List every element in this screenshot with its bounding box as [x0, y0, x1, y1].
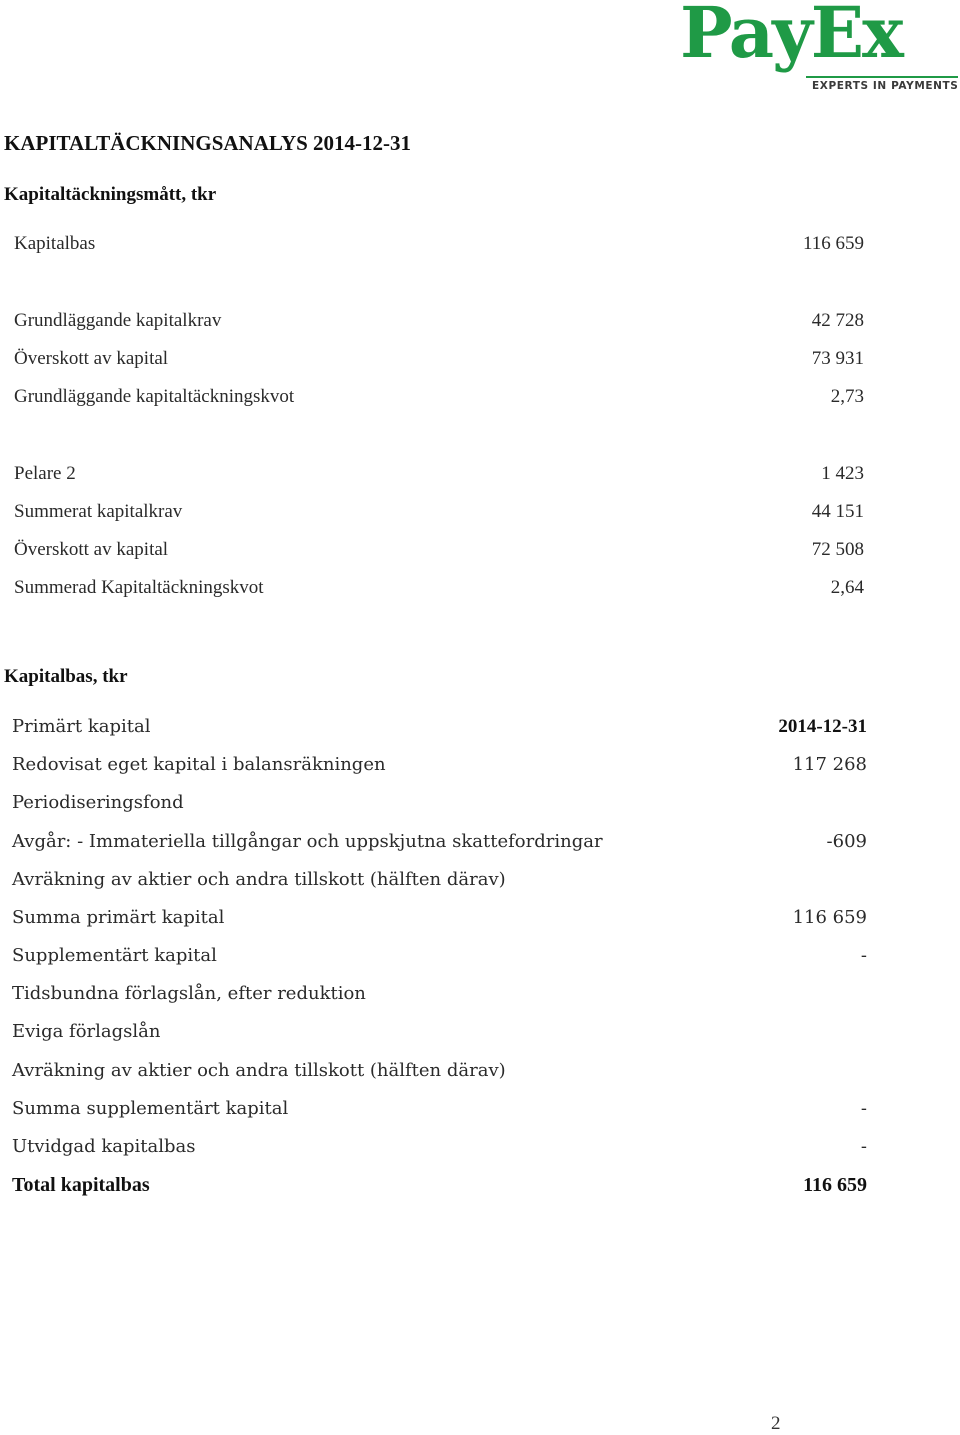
measure-label: Summerat kapitalkrav	[14, 501, 183, 522]
capital-row	[12, 983, 867, 1004]
measure-value: 73 931	[811, 348, 864, 369]
capital-row	[12, 1136, 867, 1157]
measure-label: Pelare 2	[14, 463, 76, 484]
document-title: KAPITALTÄCKNINGSANALYS 2014-12-31	[4, 131, 412, 155]
measure-value: 116 659	[802, 233, 864, 254]
capital-row	[12, 1060, 867, 1081]
capital-row-label: Avräkning av aktier och andra tillskott (hälften därav)	[12, 869, 506, 890]
measure-row	[14, 501, 864, 523]
capital-row-label: Tidsbundna förlagslån, efter reduktion	[12, 983, 366, 1004]
capital-row-label: Summa primärt kapital	[12, 907, 225, 928]
measure-value: 42 728	[811, 310, 864, 331]
measure-value: 2,73	[830, 386, 864, 407]
capital-base-date: 2014-12-31	[778, 716, 867, 737]
capital-row-label: Redovisat eget kapital i balansräkningen	[12, 754, 386, 775]
capital-row	[12, 831, 867, 852]
measure-label: Grundläggande kapitaltäckningskvot	[14, 386, 295, 407]
page-number: 2	[771, 1413, 781, 1434]
capital-row-label: Utvidgad kapitalbas	[12, 1136, 196, 1157]
capital-row-value: 117 268	[792, 754, 867, 775]
measure-label: Kapitalbas	[14, 233, 96, 254]
capital-row	[12, 869, 867, 890]
capital-row	[12, 1098, 867, 1119]
capital-row-value: -609	[826, 831, 867, 852]
capital-row-label: Summa supplementärt kapital	[12, 1098, 289, 1119]
measure-row	[14, 386, 864, 408]
capital-row-label: Avräkning av aktier och andra tillskott (hälften därav)	[12, 1060, 506, 1081]
capital-row	[12, 754, 867, 775]
capital-row-label: Avgår: - Immateriella tillgångar och uppskjutna skattefordringar	[12, 831, 603, 852]
section-heading-capital-base: Kapitalbas, tkr	[4, 666, 128, 687]
measure-value: 1 423	[821, 463, 864, 484]
capital-row	[12, 792, 867, 813]
capital-row-value: -	[860, 945, 867, 966]
capital-row	[12, 945, 867, 966]
capital-row-label: Eviga förlagslån	[12, 1021, 161, 1042]
section-heading-measures: Kapitaltäckningsmått, tkr	[4, 184, 217, 205]
measure-value: 72 508	[811, 539, 864, 560]
measure-row	[14, 463, 864, 485]
measure-row	[14, 348, 864, 370]
capital-row-total	[12, 1174, 867, 1197]
capital-row-value: -	[860, 1136, 867, 1157]
measure-label: Överskott av kapital	[14, 539, 169, 560]
measure-value: 44 151	[811, 501, 864, 522]
capital-row	[12, 907, 867, 928]
measure-row	[14, 539, 864, 561]
capital-row	[12, 1021, 867, 1042]
measure-label: Summerad Kapitaltäckningskvot	[14, 577, 264, 598]
measure-value: 2,64	[830, 577, 864, 598]
capital-row-value: -	[860, 1098, 867, 1119]
capital-base-header-row	[12, 716, 867, 738]
capital-row-label: Total kapitalbas	[12, 1174, 150, 1196]
capital-row-label: Supplementärt kapital	[12, 945, 217, 966]
capital-row-label: Periodiseringsfond	[12, 792, 184, 813]
logo-underline	[806, 76, 958, 78]
payex-logo	[678, 0, 960, 96]
measure-label: Överskott av kapital	[14, 348, 169, 369]
capital-row-value: 116 659	[803, 1174, 867, 1196]
measure-row	[14, 310, 864, 332]
logo-wordmark: PayEx	[680, 0, 902, 74]
capital-row-value: 116 659	[792, 907, 867, 928]
measure-row	[14, 577, 864, 599]
measure-row-kapitalbas	[14, 233, 864, 255]
capital-base-header-label: Primärt kapital	[12, 716, 151, 737]
logo-tagline: EXPERTS IN PAYMENTS	[812, 80, 959, 92]
measure-label: Grundläggande kapitalkrav	[14, 310, 222, 331]
